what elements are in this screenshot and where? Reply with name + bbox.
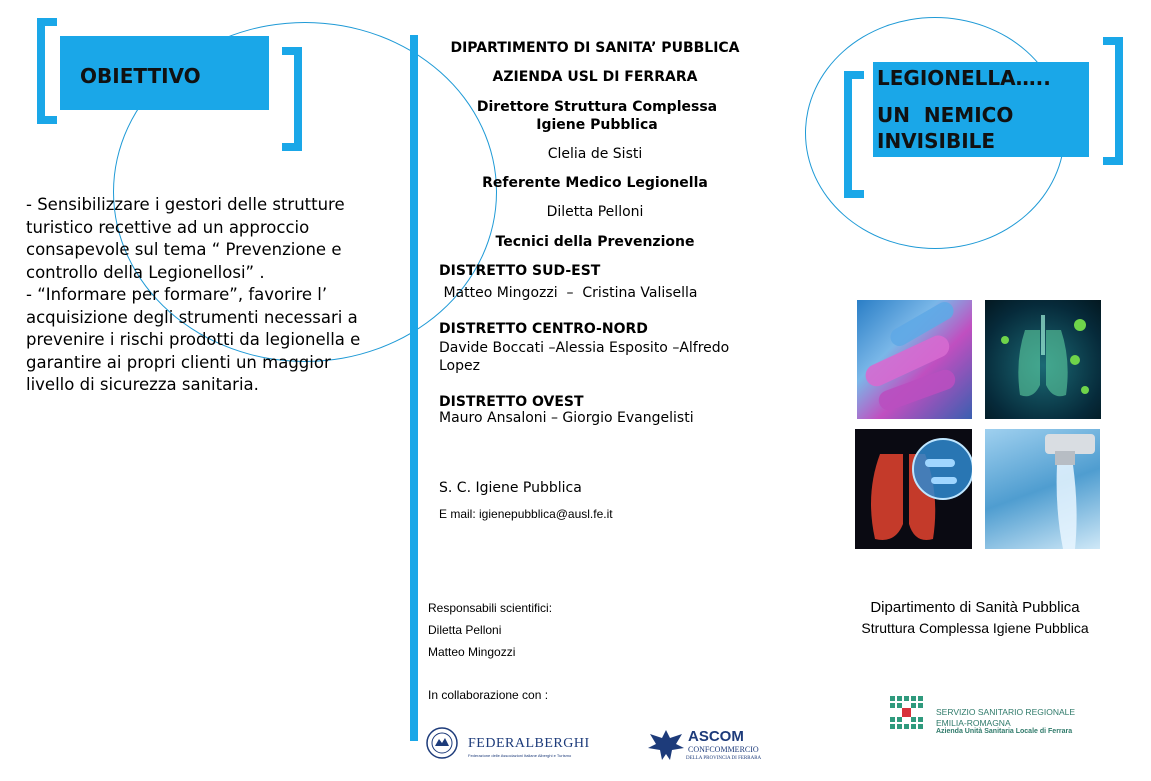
director-name: Clelia de Sisti — [547, 146, 643, 162]
district-people: Matteo Mingozzi – Cristina Valisella — [439, 285, 698, 301]
responsabili-label: Responsabili scientifici: — [428, 601, 553, 615]
struttura-footer: Struttura Complessa Igiene Pubblica — [861, 620, 1089, 636]
district-people: Mauro Ansaloni – Giorgio Evangelisti — [439, 410, 694, 426]
vertical-divider — [410, 35, 418, 741]
federalberghi-logo — [424, 726, 610, 762]
referent-name: Diletta Pelloni — [546, 204, 644, 220]
bacteria-image — [857, 300, 972, 419]
title-line-3: INVISIBILE — [877, 129, 996, 153]
office-name: S. C. Igiene Pubblica — [439, 480, 582, 496]
district-name: DISTRETTO SUD-EST — [439, 263, 601, 279]
responsabile-name: Matteo Mingozzi — [428, 645, 516, 659]
district-people: Davide Boccati –Alessia Esposito –Alfredo Lopez — [439, 340, 730, 374]
director-title: Direttore Struttura Complessa Igiene Pubblica — [476, 99, 718, 133]
title-line-2: UN NEMICO — [877, 103, 1014, 127]
federalberghi-subtitle: Federazione delle Associazioni Italiane Alberghi e Turismo — [468, 753, 572, 758]
dept-footer: Dipartimento di Sanità Pubblica — [870, 599, 1080, 616]
email-link[interactable]: E mail: igienepubblica@ausl.fe.it — [439, 507, 613, 521]
ascom-confcommercio: CONFCOMMERCIO — [688, 745, 759, 754]
ssr-line-1: SERVIZIO SANITARIO REGIONALE — [936, 707, 1076, 717]
ascom-name: ASCOM — [688, 728, 744, 745]
water-tap-image — [985, 429, 1100, 549]
ssr-logo — [888, 694, 1088, 738]
objective-text: - Sensibilizzare i gestori delle strutture turistico recettive ad un approccio consapevole sul tema “ Prevenzione e controllo della Legionellosi” . - “Informare per formare”, favorire l’ acquisizione degli strumenti necessari a prevenire i rischi prodotti da legionella e garantire ai propri clienti un maggior livello di sicurezza sanitaria. — [26, 195, 361, 394]
ascom-province: DELLA PROVINCIA DI FERRARA — [686, 756, 762, 761]
ssr-line-2: EMILIA-ROMAGNA — [936, 718, 1011, 728]
collaboration-label: In collaborazione con : — [428, 688, 549, 702]
ssr-line-3: Azienda Unità Sanitaria Locale di Ferrara — [936, 728, 1073, 735]
panel-heading: OBIETTIVO — [80, 64, 201, 88]
district-name: DISTRETTO OVEST — [439, 394, 584, 410]
responsabile-name: Diletta Pelloni — [428, 623, 502, 637]
left-bracket — [844, 71, 864, 198]
district-name: DISTRETTO CENTRO-NORD — [439, 321, 648, 337]
lungs-bacteria-image — [855, 429, 972, 549]
ausl-name: AZIENDA USL DI FERRARA — [492, 69, 698, 85]
dept-name: DIPARTIMENTO DI SANITA’ PUBBLICA — [450, 40, 740, 56]
left-bracket — [37, 18, 57, 124]
federalberghi-name: FEDERALBERGHI — [468, 736, 590, 751]
federalberghi-seal-icon — [424, 726, 460, 760]
referent-title: Referente Medico Legionella — [482, 175, 708, 191]
ssr-grid-icon — [888, 694, 930, 736]
right-bracket — [282, 47, 302, 151]
title-line-1: LEGIONELLA….. — [877, 66, 1051, 90]
eagle-icon — [646, 726, 686, 764]
right-bracket — [1103, 37, 1123, 165]
lungs-virus-image — [985, 300, 1101, 419]
ascom-logo — [646, 726, 766, 766]
technicians-title: Tecnici della Prevenzione — [495, 234, 695, 250]
